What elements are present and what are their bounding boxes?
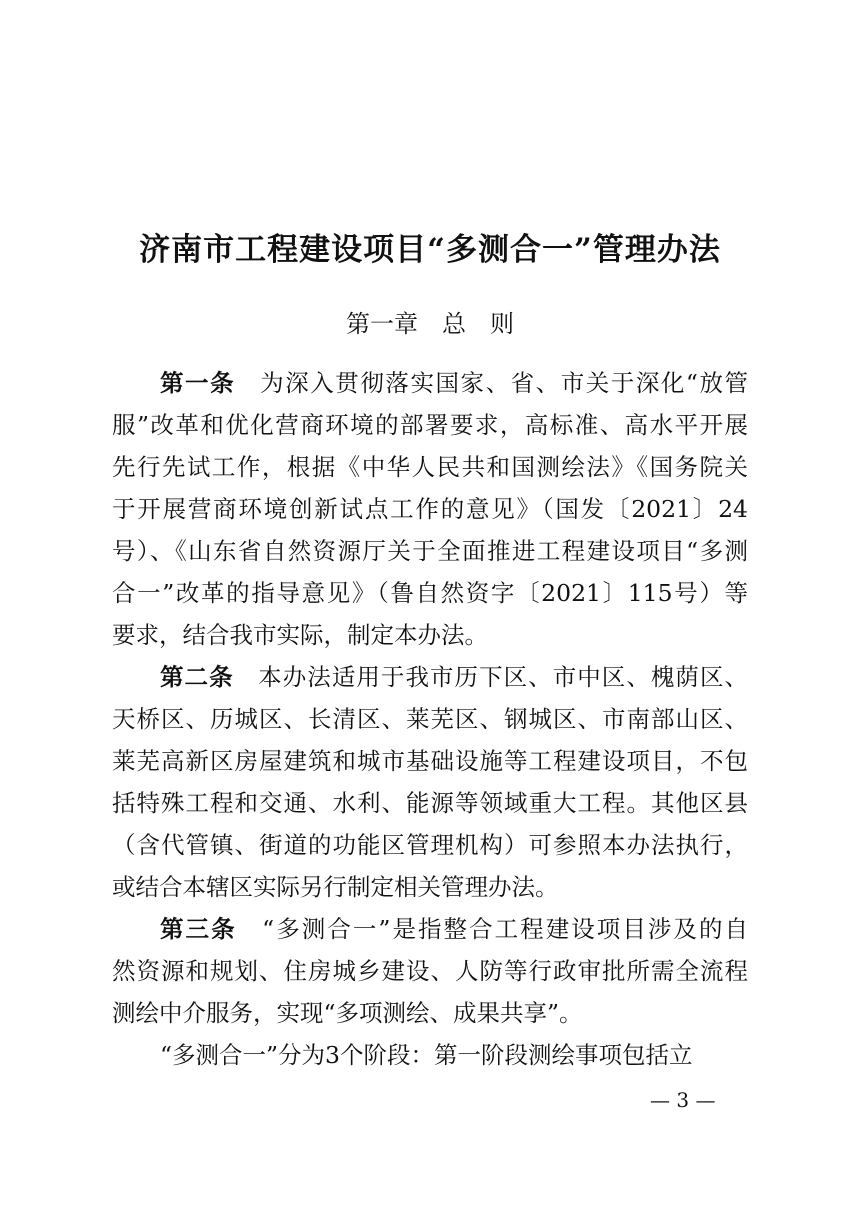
line-text: 于开展营商环境创新试点工作的意见》（国发〔2021〕24 [112, 495, 748, 523]
line-text: 合一”改革的指导意见》（鲁自然资字〔2021〕115号）等 [112, 579, 748, 607]
line-text: 为深入贯彻落实国家、省、市关于深化“放管 [235, 369, 749, 397]
line-text: 括特殊工程和交通、水利、能源等领域重大工程。其他区县 [112, 789, 748, 817]
article-number: 第二条 [160, 663, 234, 691]
line-text: 号）、《山东省自然资源厅关于全面推进工程建设项目“多测 [112, 537, 748, 565]
body-line [112, 536, 748, 566]
body-line [112, 956, 748, 986]
body-line [112, 788, 748, 818]
document-title: 济南市工程建设项目“多测合一”管理办法 [139, 232, 721, 268]
body-line [112, 410, 748, 440]
line-text: 本办法适用于我市历下区、市中区、槐荫区、 [233, 663, 749, 691]
body-line [160, 368, 748, 398]
line-text: 服”改革和优化营商环境的部署要求，高标准、高水平开展 [112, 411, 748, 439]
article-number: 第三条 [160, 915, 237, 943]
line-text: 先行先试工作，根据《中华人民共和国测绘法》《国务院关 [112, 453, 748, 481]
body-line [160, 1040, 748, 1070]
line-text: 天桥区、历城区、长清区、莱芜区、钢城区、市南部山区、 [112, 705, 748, 733]
line-text: 要求，结合我市实际，制定本办法。 [112, 621, 488, 649]
line-text: 测绘中介服务，实现“多项测绘、成果共享”。 [112, 999, 583, 1027]
body-line [160, 662, 748, 692]
line-text: 莱芜高新区房屋建筑和城市基础设施等工程建设项目，不包 [112, 747, 748, 775]
body-line [112, 746, 748, 776]
article-number: 第一条 [160, 369, 236, 397]
line-text: “多测合一”分为3个阶段：第一阶段测绘事项包括立 [160, 1041, 693, 1069]
chapter-heading: 第一章 总 则 [346, 310, 514, 338]
body-line [160, 914, 748, 944]
body-line [112, 494, 748, 524]
body-line [112, 830, 748, 860]
body-line [112, 704, 748, 734]
body-line [112, 578, 748, 608]
body-line [112, 998, 748, 1028]
body-line [112, 452, 748, 482]
body-line [112, 620, 748, 650]
page-number: — 3 — [650, 1088, 716, 1112]
line-text: 或结合本辖区实际另行制定相关管理办法。 [112, 873, 559, 901]
line-text: “多测合一”是指整合工程建设项目涉及的自 [236, 915, 749, 943]
line-text: 然资源和规划、住房城乡建设、人防等行政审批所需全流程 [112, 957, 748, 985]
line-text: （含代管镇、街道的功能区管理机构）可参照本办法执行， [112, 831, 748, 859]
body-line [112, 872, 748, 902]
